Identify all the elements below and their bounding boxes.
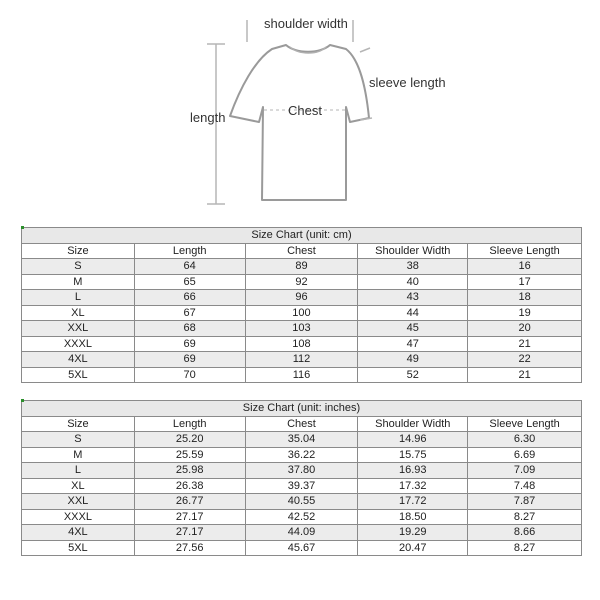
cell-size: 4XL xyxy=(22,352,135,368)
cell-length: 25.59 xyxy=(134,447,245,463)
cell-shoulder-width: 20.47 xyxy=(358,540,468,556)
cell-chest: 35.04 xyxy=(245,432,358,448)
cell-length: 27.17 xyxy=(134,509,245,525)
tshirt-diagram xyxy=(0,0,600,215)
table-row xyxy=(22,321,582,337)
cell-size: XXXL xyxy=(22,336,135,352)
cell-size: 4XL xyxy=(22,525,135,541)
cell-length: 25.98 xyxy=(134,463,245,479)
size-chart-inches xyxy=(21,400,582,556)
size-chart-cm xyxy=(21,227,582,383)
cell-chest: 40.55 xyxy=(245,494,358,510)
cell-shoulder-width: 45 xyxy=(358,321,468,337)
cell-shoulder-width: 15.75 xyxy=(358,447,468,463)
corner-marker xyxy=(21,226,24,229)
cell-length: 69 xyxy=(134,336,245,352)
cell-sleeve-length: 8.27 xyxy=(468,509,582,525)
cell-chest: 112 xyxy=(245,352,358,368)
cell-shoulder-width: 44 xyxy=(358,305,468,321)
cell-size: S xyxy=(22,432,135,448)
cell-shoulder-width: 16.93 xyxy=(358,463,468,479)
cell-sleeve-length: 22 xyxy=(468,352,582,368)
cell-shoulder-width: 49 xyxy=(358,352,468,368)
sleeve-length-label: sleeve length xyxy=(369,75,446,90)
cell-size: M xyxy=(22,274,135,290)
table-row xyxy=(22,305,582,321)
cell-chest: 96 xyxy=(245,290,358,306)
table-row xyxy=(22,509,582,525)
cell-size: XXXL xyxy=(22,509,135,525)
cell-sleeve-length: 6.69 xyxy=(468,447,582,463)
table-title: Size Chart (unit: cm) xyxy=(22,228,582,244)
table-row xyxy=(22,478,582,494)
chest-label: Chest xyxy=(288,103,322,118)
cell-length: 64 xyxy=(134,259,245,275)
cell-shoulder-width: 17.32 xyxy=(358,478,468,494)
cell-length: 25.20 xyxy=(134,432,245,448)
cell-size: 5XL xyxy=(22,367,135,383)
table-row xyxy=(22,525,582,541)
cell-sleeve-length: 21 xyxy=(468,336,582,352)
cell-chest: 36.22 xyxy=(245,447,358,463)
cell-shoulder-width: 17.72 xyxy=(358,494,468,510)
cell-sleeve-length: 7.87 xyxy=(468,494,582,510)
table-row xyxy=(22,494,582,510)
cell-size: L xyxy=(22,290,135,306)
cell-chest: 116 xyxy=(245,367,358,383)
header-shoulder-width: Shoulder Width xyxy=(358,416,468,432)
table-row xyxy=(22,367,582,383)
cell-length: 66 xyxy=(134,290,245,306)
cell-shoulder-width: 43 xyxy=(358,290,468,306)
header-size: Size xyxy=(22,416,135,432)
table-row xyxy=(22,274,582,290)
cell-sleeve-length: 17 xyxy=(468,274,582,290)
cell-sleeve-length: 7.09 xyxy=(468,463,582,479)
cell-sleeve-length: 8.27 xyxy=(468,540,582,556)
header-chest: Chest xyxy=(245,416,358,432)
cell-size: L xyxy=(22,463,135,479)
header-shoulder-width: Shoulder Width xyxy=(358,243,468,259)
cell-chest: 39.37 xyxy=(245,478,358,494)
header-chest: Chest xyxy=(245,243,358,259)
cell-chest: 103 xyxy=(245,321,358,337)
cell-chest: 44.09 xyxy=(245,525,358,541)
table-row xyxy=(22,432,582,448)
cell-length: 65 xyxy=(134,274,245,290)
cell-size: XXL xyxy=(22,321,135,337)
header-length: Length xyxy=(134,243,245,259)
table-body xyxy=(22,259,582,383)
cell-length: 70 xyxy=(134,367,245,383)
cell-length: 69 xyxy=(134,352,245,368)
cell-sleeve-length: 7.48 xyxy=(468,478,582,494)
table-row xyxy=(22,540,582,556)
cell-shoulder-width: 18.50 xyxy=(358,509,468,525)
cell-chest: 37.80 xyxy=(245,463,358,479)
cell-length: 67 xyxy=(134,305,245,321)
cell-sleeve-length: 20 xyxy=(468,321,582,337)
header-size: Size xyxy=(22,243,135,259)
header-length: Length xyxy=(134,416,245,432)
cell-size: XL xyxy=(22,305,135,321)
table-row xyxy=(22,463,582,479)
cell-chest: 45.67 xyxy=(245,540,358,556)
cell-sleeve-length: 19 xyxy=(468,305,582,321)
cell-sleeve-length: 18 xyxy=(468,290,582,306)
corner-marker xyxy=(21,399,24,402)
header-sleeve-length: Sleeve Length xyxy=(468,416,582,432)
cell-size: XL xyxy=(22,478,135,494)
cell-shoulder-width: 40 xyxy=(358,274,468,290)
cell-sleeve-length: 21 xyxy=(468,367,582,383)
cell-length: 27.56 xyxy=(134,540,245,556)
cell-shoulder-width: 47 xyxy=(358,336,468,352)
table-row xyxy=(22,290,582,306)
cell-shoulder-width: 52 xyxy=(358,367,468,383)
cell-sleeve-length: 8.66 xyxy=(468,525,582,541)
cell-length: 26.77 xyxy=(134,494,245,510)
table-row xyxy=(22,352,582,368)
table-title: Size Chart (unit: inches) xyxy=(22,401,582,417)
cell-chest: 42.52 xyxy=(245,509,358,525)
cell-sleeve-length: 6.30 xyxy=(468,432,582,448)
header-sleeve-length: Sleeve Length xyxy=(468,243,582,259)
table-row xyxy=(22,447,582,463)
cell-chest: 108 xyxy=(245,336,358,352)
cell-length: 26.38 xyxy=(134,478,245,494)
cell-shoulder-width: 19.29 xyxy=(358,525,468,541)
shoulder-width-label: shoulder width xyxy=(264,16,348,31)
table-row xyxy=(22,336,582,352)
cell-length: 68 xyxy=(134,321,245,337)
cell-chest: 100 xyxy=(245,305,358,321)
cell-length: 27.17 xyxy=(134,525,245,541)
cell-size: M xyxy=(22,447,135,463)
cell-sleeve-length: 16 xyxy=(468,259,582,275)
cell-size: 5XL xyxy=(22,540,135,556)
cell-chest: 92 xyxy=(245,274,358,290)
cell-chest: 89 xyxy=(245,259,358,275)
cell-size: XXL xyxy=(22,494,135,510)
table-body xyxy=(22,432,582,556)
cell-shoulder-width: 38 xyxy=(358,259,468,275)
length-label: length xyxy=(190,110,226,125)
table-row xyxy=(22,259,582,275)
cell-shoulder-width: 14.96 xyxy=(358,432,468,448)
cell-size: S xyxy=(22,259,135,275)
